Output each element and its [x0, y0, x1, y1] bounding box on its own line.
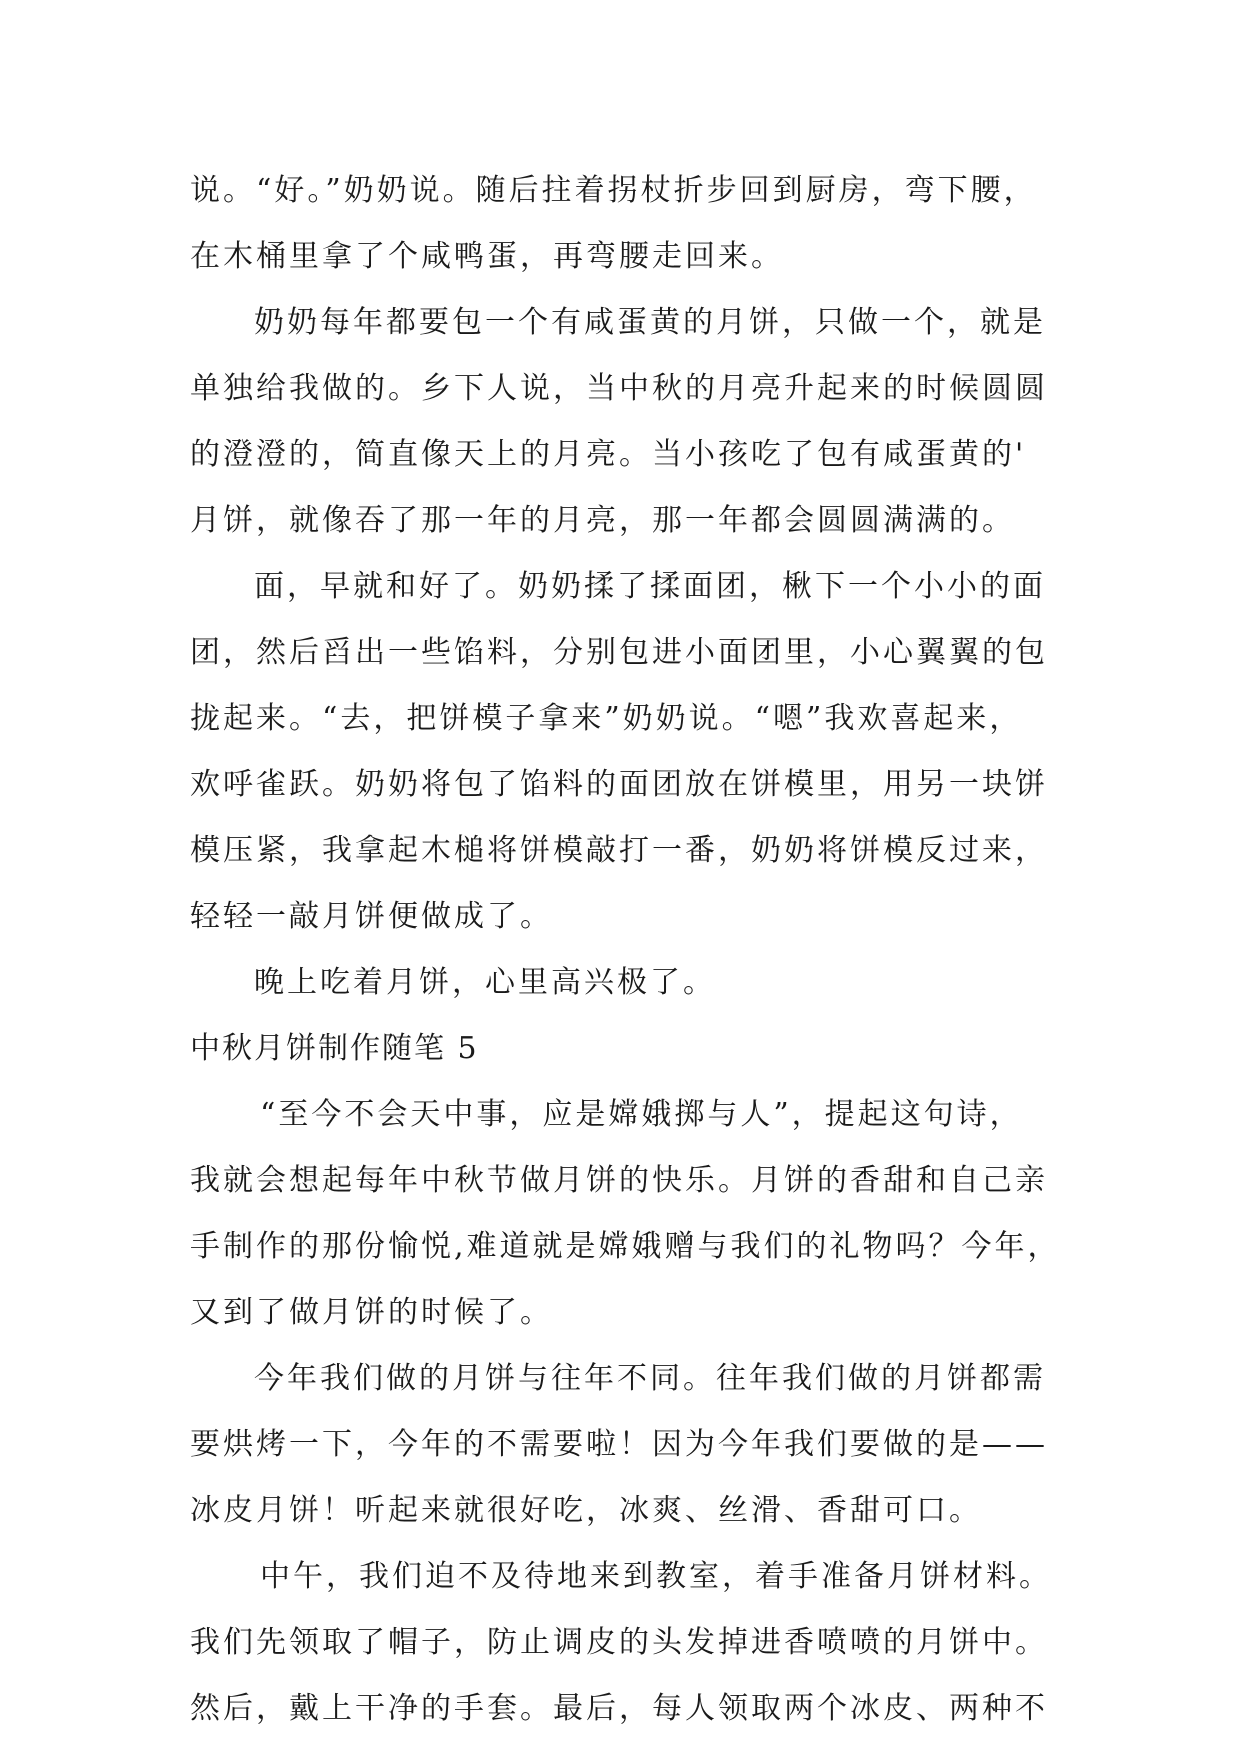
text-line: 团，然后舀出一些馅料，分别包进小面团里，小心翼翼的包: [190, 635, 1048, 670]
text-line: 手制作的那份愉悦,难道就是嫦娥赠与我们的礼物吗？今年，: [190, 1229, 1061, 1264]
text-line: 要烘烤一下，今年的不需要啦！因为今年我们要做的是——: [190, 1427, 1048, 1462]
text-line: 我们先领取了帽子，防止调皮的头发掉进香喷喷的月饼中。: [190, 1625, 1048, 1660]
text-line: 轻轻一敲月饼便做成了。: [190, 899, 553, 934]
text-line: 晚上吃着月饼，心里高兴极了。: [254, 965, 716, 1000]
text-line: “至今不会天中事，应是嫦娥掷与人”，提起这句诗，: [260, 1097, 1023, 1132]
text-line: 单独给我做的。乡下人说，当中秋的月亮升起来的时候圆圆: [190, 371, 1048, 406]
text-line: 在木桶里拿了个咸鸭蛋，再弯腰走回来。: [190, 239, 784, 274]
text-line: 模压紧，我拿起木槌将饼模敲打一番，奶奶将饼模反过来，: [190, 833, 1048, 868]
text-line: 拢起来。“去，把饼模子拿来”奶奶说。“嗯”我欢喜起来，: [190, 701, 1023, 736]
text-line: 说。“好。”奶奶说。随后拄着拐杖折步回到厨房，弯下腰，: [190, 173, 1037, 208]
text-line: 欢呼雀跃。奶奶将包了馅料的面团放在饼模里，用另一块饼: [190, 767, 1048, 802]
text-line: 面，早就和好了。奶奶揉了揉面团，楸下一个小小的面: [254, 569, 1046, 604]
text-line: 今年我们做的月饼与往年不同。往年我们做的月饼都需: [254, 1361, 1046, 1396]
section-heading: 中秋月饼制作随笔 5: [190, 1031, 479, 1066]
text-line: 又到了做月饼的时候了。: [190, 1295, 553, 1330]
text-line: 中午，我们迫不及待地来到教室，着手准备月饼材料。: [260, 1559, 1052, 1594]
text-line: 冰皮月饼！听起来就很好吃，冰爽、丝滑、香甜可口。: [190, 1493, 982, 1528]
text-line: 然后，戴上干净的手套。最后，每人领取两个冰皮、两种不: [190, 1691, 1048, 1726]
text-line: 月饼，就像吞了那一年的月亮，那一年都会圆圆满满的。: [190, 503, 1015, 538]
document-body: [190, 158, 1070, 1742]
text-line: 的澄澄的，简直像天上的月亮。当小孩吃了包有咸蛋黄的': [190, 437, 1027, 472]
text-line: 奶奶每年都要包一个有咸蛋黄的月饼，只做一个，就是: [254, 305, 1046, 340]
text-line: 我就会想起每年中秋节做月饼的快乐。月饼的香甜和自己亲: [190, 1163, 1048, 1198]
